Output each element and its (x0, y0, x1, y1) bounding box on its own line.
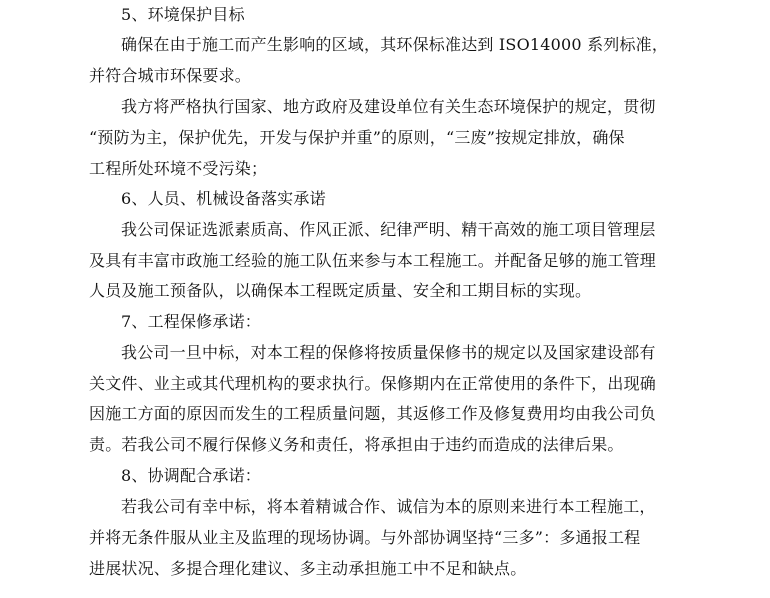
paragraph-line: “预防为主，保护优先，开发与保护并重”的原则，“三废”按规定排放，确保 (89, 128, 625, 147)
paragraph-line: 并将无条件服从业主及监理的现场协调。与外部协调坚持“三多”：多通报工程 (89, 528, 641, 547)
section-heading-environment: 5、环境保护目标 (121, 5, 245, 24)
paragraph-line: 进展状况、多提合理化建议、多主动承担施工中不足和缺点。 (89, 559, 527, 578)
paragraph-line: 我公司保证选派素质高、作风正派、纪律严明、精干高效的施工项目管理层 (121, 220, 656, 239)
paragraph-line: 并符合城市环保要求。 (89, 66, 252, 85)
paragraph-line: 工程所处环境不受污染； (89, 159, 268, 178)
section-heading-coordination: 8、协调配合承诺： (121, 466, 261, 485)
section-heading-personnel: 6、人员、机械设备落实承诺 (121, 189, 326, 208)
paragraph-line: 及具有丰富市政施工经验的施工队伍来参与本工程施工。并配备足够的施工管理 (89, 251, 657, 270)
paragraph-line: 责。若我公司不履行保修义务和责任，将承担由于违约而造成的法律后果。 (89, 435, 624, 454)
paragraph-line: 我方将严格执行国家、地方政府及建设单位有关生态环境保护的规定，贯彻 (121, 97, 656, 116)
paragraph-line: 若我公司有幸中标，将本着精诚合作、诚信为本的原则来进行本工程施工， (121, 497, 656, 516)
paragraph-line: 关文件、业主或其代理机构的要求执行。保修期内在正常使用的条件下，出现确 (89, 374, 657, 393)
paragraph-line: 因施工方面的原因而发生的工程质量问题，其返修工作及修复费用均由我公司负 (89, 404, 657, 423)
paragraph-line: 确保在由于施工而产生影响的区域，其环保标准达到 ISO14000 系列标准， (121, 35, 669, 54)
paragraph-line: 我公司一旦中标，对本工程的保修将按质量保修书的规定以及国家建设部有 (121, 343, 656, 362)
section-heading-warranty: 7、工程保修承诺： (121, 312, 261, 331)
paragraph-line: 人员及施工预备队，以确保本工程既定质量、安全和工期目标的实现。 (89, 281, 592, 300)
